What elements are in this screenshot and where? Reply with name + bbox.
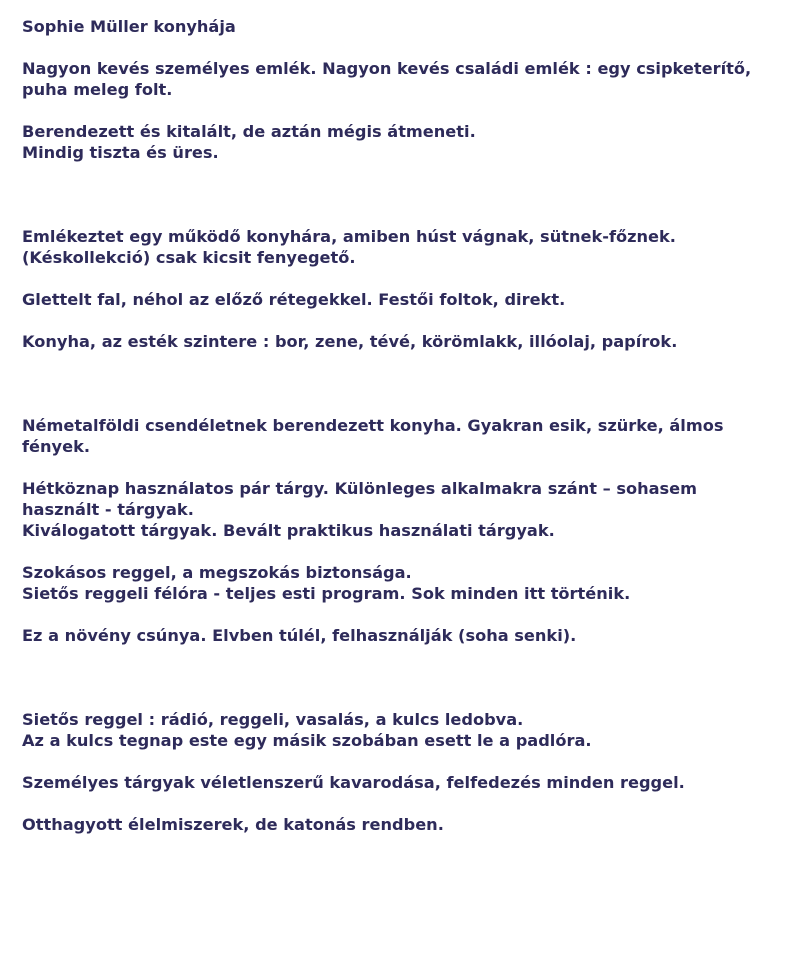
text-line: Nagyon kevés személyes emlék. Nagyon kevés családi emlék : egy csipketerítő,	[22, 59, 752, 78]
section-spacer	[22, 163, 782, 226]
text-line: puha meleg folt.	[22, 80, 173, 99]
text-line: Glettelt fal, néhol az előző rétegekkel. Festői foltok, direkt.	[22, 290, 566, 309]
spacer	[22, 751, 782, 772]
text-line: (Késkollekció) csak kicsit fenyegető.	[22, 248, 356, 267]
text-line: Németalföldi csendéletnek berendezett konyha. Gyakran esik, szürke, álmos	[22, 416, 724, 435]
text-line: Szokásos reggel, a megszokás biztonsága.	[22, 563, 412, 582]
text-line: Sietős reggel : rádió, reggeli, vasalás, a kulcs ledobva.	[22, 710, 524, 729]
document-title: Sophie Müller konyhája	[22, 17, 236, 36]
text-line: fények.	[22, 437, 90, 456]
text-line: Konyha, az esték szintere : bor, zene, tévé, körömlakk, illóolaj, papírok.	[22, 332, 678, 351]
spacer	[22, 37, 782, 58]
text-line: Mindig tiszta és üres.	[22, 143, 219, 162]
text-line: Ez a növény csúnya. Elvben túlél, felhasználják (soha senki).	[22, 626, 577, 645]
spacer	[22, 100, 782, 121]
text-line: Kiválogatott tárgyak. Bevált praktikus használati tárgyak.	[22, 521, 555, 540]
spacer	[22, 310, 782, 331]
text-line: Berendezett és kitalált, de aztán mégis átmeneti.	[22, 122, 476, 141]
section-spacer	[22, 646, 782, 709]
text-line: Hétköznap használatos pár tárgy. Különleges alkalmakra szánt – sohasem	[22, 479, 698, 498]
spacer	[22, 793, 782, 814]
text-line: Emlékeztet egy működő konyhára, amiben húst vágnak, sütnek-főznek.	[22, 227, 676, 246]
spacer	[22, 604, 782, 625]
spacer	[22, 268, 782, 289]
spacer	[22, 457, 782, 478]
spacer	[22, 541, 782, 562]
text-line: Személyes tárgyak véletlenszerű kavarodása, felfedezés minden reggel.	[22, 773, 685, 792]
text-line: használt - tárgyak.	[22, 500, 194, 519]
text-line: Az a kulcs tegnap este egy másik szobában esett le a padlóra.	[22, 731, 592, 750]
document-page	[22, 16, 782, 835]
text-line: Sietős reggeli félóra - teljes esti program. Sok minden itt történik.	[22, 584, 631, 603]
text-line: Otthagyott élelmiszerek, de katonás rendben.	[22, 815, 444, 834]
section-spacer	[22, 352, 782, 415]
